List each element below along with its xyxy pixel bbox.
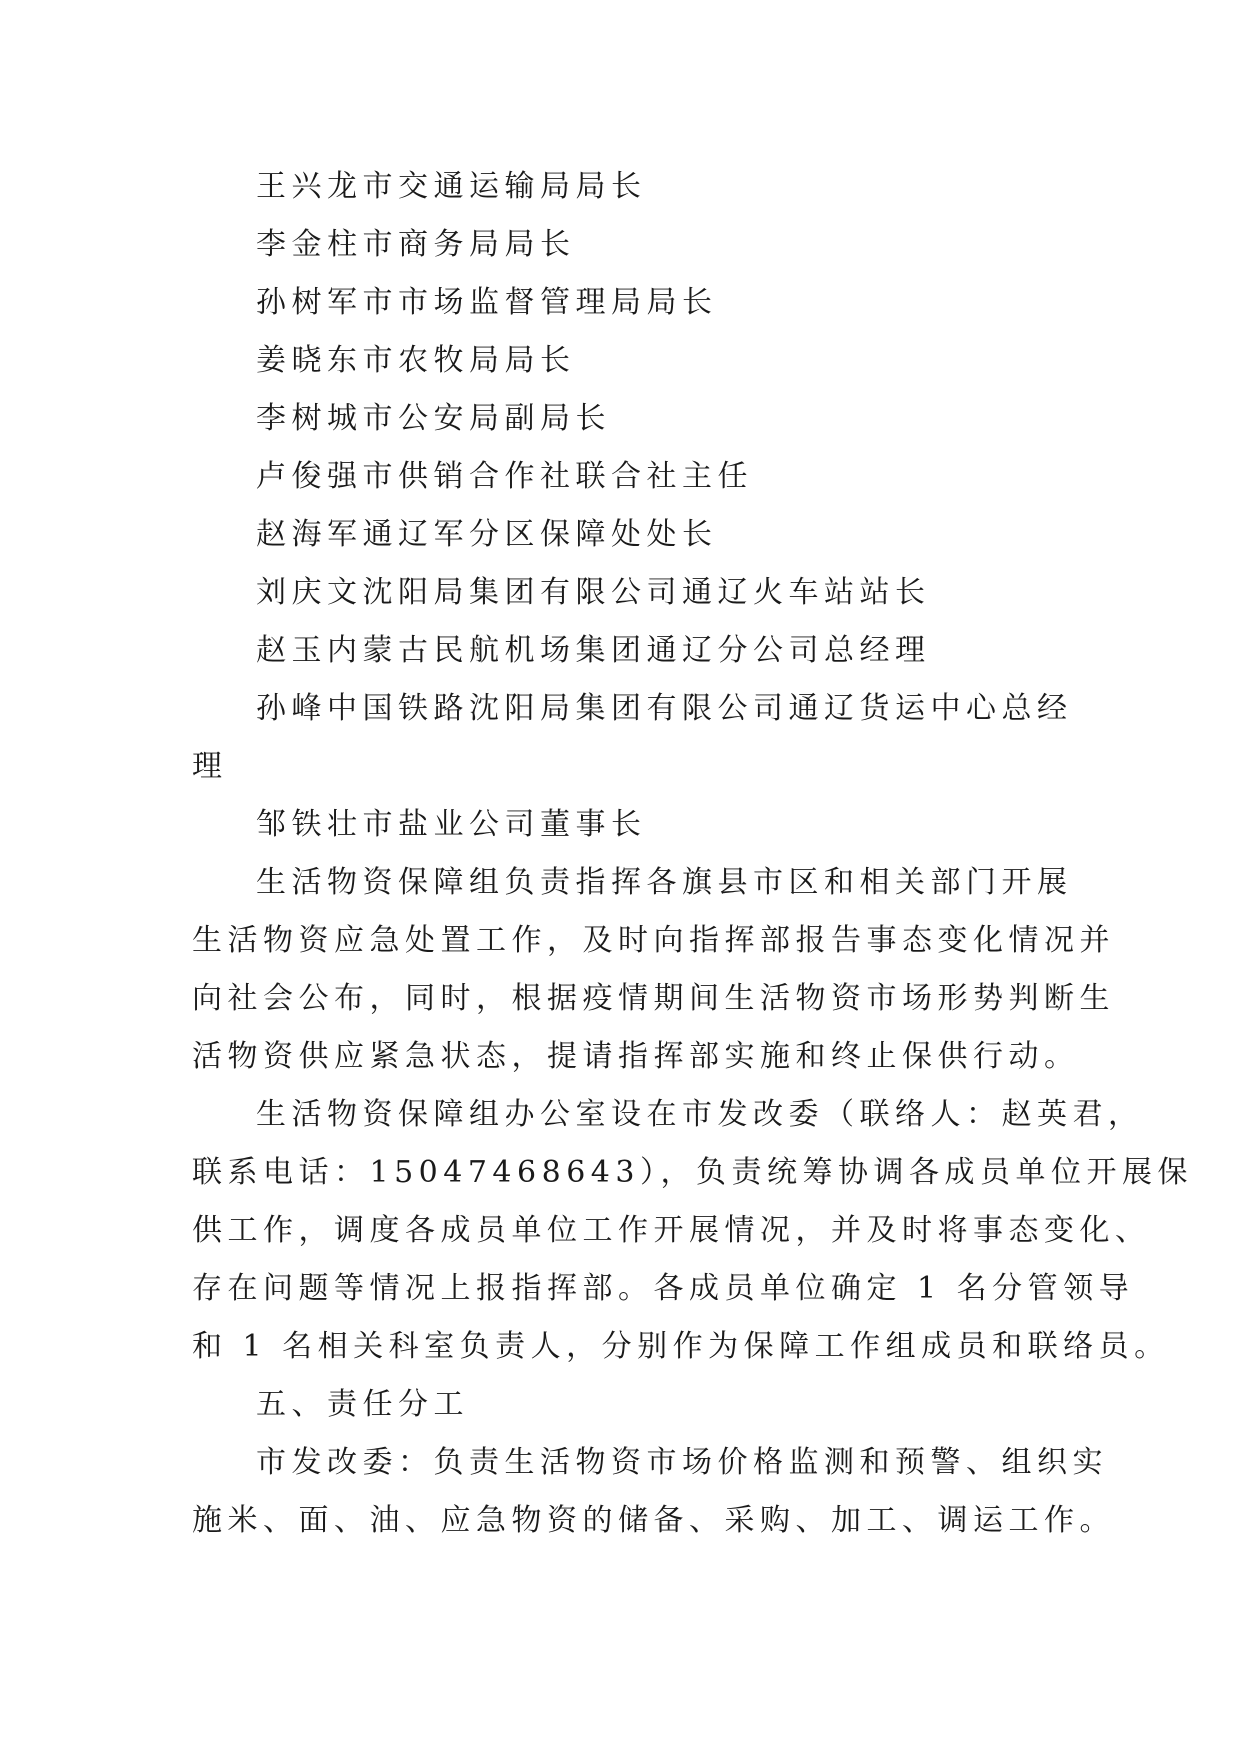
paragraph-line: 施米、面、油、应急物资的储备、采购、加工、调运工作。 <box>192 1503 1115 1538</box>
paragraph-line: 供工作，调度各成员单位工作开展情况，并及时将事态变化、 <box>192 1213 1151 1248</box>
paragraph-line: 联系电话：15047468643），负责统筹协调各成员单位开展保 <box>192 1155 1193 1190</box>
member-line: 李金柱市商务局局长 <box>256 227 576 262</box>
member-line: 赵玉内蒙古民航机场集团通辽分公司总经理 <box>256 633 931 668</box>
member-line: 卢俊强市供销合作社联合社主任 <box>256 459 753 494</box>
document-body <box>192 158 1193 1550</box>
member-line-long: 孙峰中国铁路沈阳局集团有限公司通辽货运中心总经 <box>256 691 1073 726</box>
paragraph-office-setup <box>192 1086 1193 1376</box>
member-line: 王兴龙市交通运输局局长 <box>256 169 647 204</box>
member-line-long-continued: 理 <box>192 749 228 784</box>
paragraph-line: 生活物资应急处置工作，及时向指挥部报告事态变化情况并 <box>192 923 1115 958</box>
paragraph-division-of-duties <box>192 1434 1115 1550</box>
paragraph-group-responsibilities <box>192 854 1115 1086</box>
section-heading: 五、责任分工 <box>256 1387 469 1422</box>
paragraph-line: 生活物资保障组负责指挥各旗县市区和相关部门开展 <box>256 865 1073 900</box>
paragraph-line: 存在问题等情况上报指挥部。各成员单位确定 1 名分管领导 <box>192 1271 1135 1306</box>
member-line: 邹铁壮市盐业公司董事长 <box>256 807 647 842</box>
member-line: 李树城市公安局副局长 <box>256 401 611 436</box>
member-line: 赵海军通辽军分区保障处处长 <box>256 517 718 552</box>
paragraph-line: 向社会公布，同时，根据疫情期间生活物资市场形势判断生 <box>192 981 1115 1016</box>
member-line: 孙树军市市场监督管理局局长 <box>256 285 718 320</box>
member-line: 姜晓东市农牧局局长 <box>256 343 576 378</box>
paragraph-line: 活物资供应紧急状态，提请指挥部实施和终止保供行动。 <box>192 1039 1080 1074</box>
member-line: 刘庆文沈阳局集团有限公司通辽火车站站长 <box>256 575 931 610</box>
paragraph-line: 和 1 名相关科室负责人，分别作为保障工作组成员和联络员。 <box>192 1329 1170 1364</box>
paragraph-line: 生活物资保障组办公室设在市发改委（联络人：赵英君， <box>256 1097 1144 1132</box>
paragraph-line: 市发改委：负责生活物资市场价格监测和预警、组织实 <box>256 1445 1108 1480</box>
